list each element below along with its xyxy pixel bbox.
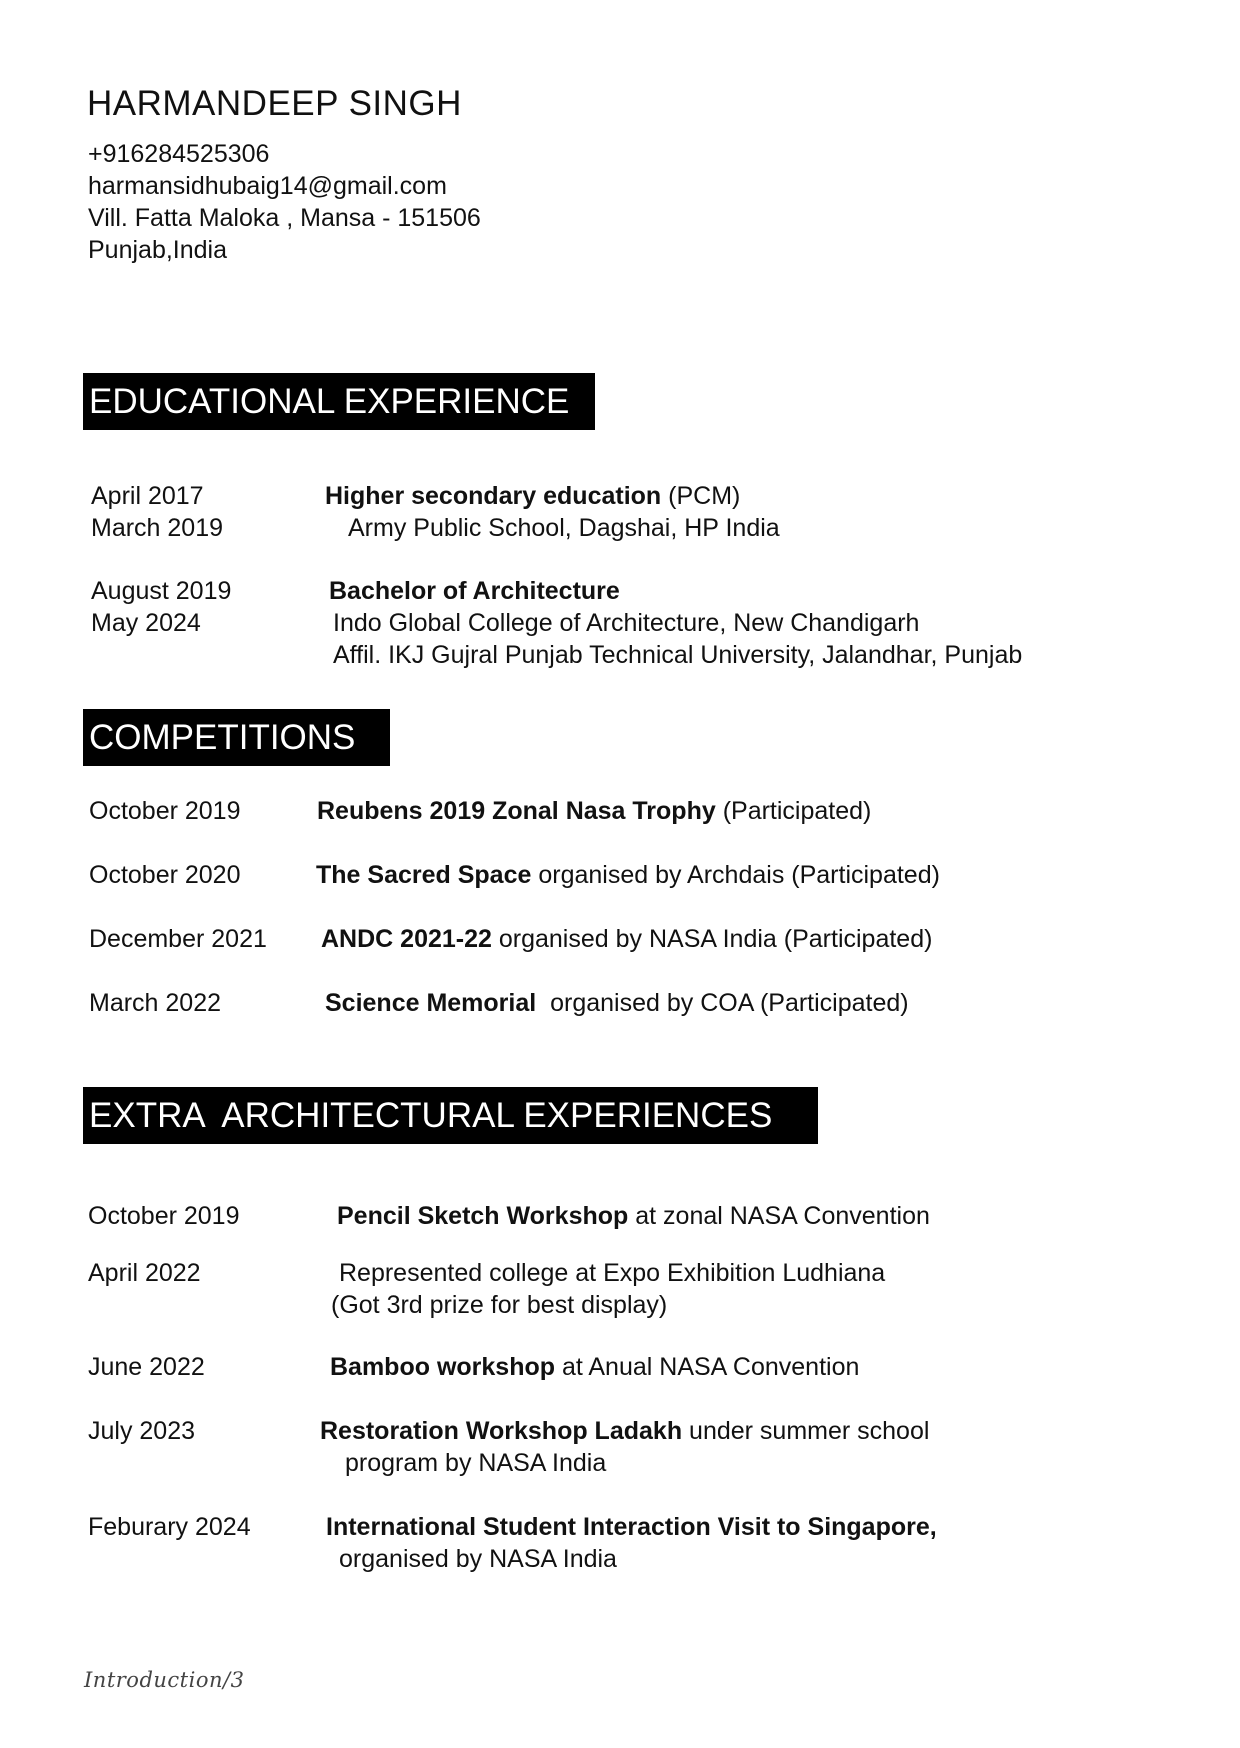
competition-4-bold: Science Memorial bbox=[325, 989, 537, 1017]
extra-2-date: April 2022 bbox=[88, 1259, 201, 1287]
education-2-start-date: August 2019 bbox=[91, 577, 232, 605]
competition-3-bold: ANDC 2021-22 bbox=[321, 925, 492, 953]
education-section-heading: EDUCATIONAL EXPERIENCE bbox=[83, 373, 595, 430]
competition-2-entry bbox=[316, 861, 940, 890]
competition-3-rest: organised by NASA India (Participated) bbox=[491, 925, 933, 953]
address-line-1: Vill. Fatta Maloka , Mansa - 151506 bbox=[88, 204, 481, 232]
phone-number: +916284525306 bbox=[88, 140, 270, 168]
extra-4-rest: under summer school bbox=[682, 1417, 930, 1445]
competition-3-entry bbox=[321, 925, 932, 954]
extra-2-note: (Got 3rd prize for best display) bbox=[331, 1291, 668, 1319]
education-2-title bbox=[329, 577, 620, 606]
competition-1-rest: (Participated) bbox=[715, 797, 872, 825]
education-2-title-bold: Bachelor of Architecture bbox=[329, 577, 620, 605]
extra-3-entry bbox=[330, 1353, 859, 1382]
education-1-start-date: April 2017 bbox=[91, 482, 204, 510]
education-2-affiliation: Affil. IKJ Gujral Punjab Technical University, Jalandhar, Punjab bbox=[333, 641, 1023, 669]
email-address: harmansidhubaig14@gmail.com bbox=[88, 172, 447, 200]
extra-1-entry bbox=[337, 1202, 930, 1231]
extra-1-bold: Pencil Sketch Workshop bbox=[337, 1202, 629, 1230]
extra-4-bold: Restoration Workshop Ladakh bbox=[320, 1417, 683, 1445]
extra-1-date: October 2019 bbox=[88, 1202, 240, 1230]
extra-4-date: July 2023 bbox=[88, 1417, 196, 1445]
page-label: Introduction/3 bbox=[84, 1668, 245, 1692]
extra-5-line2: organised by NASA India bbox=[339, 1545, 617, 1573]
education-1-title bbox=[325, 482, 740, 511]
extra-4-line2: program by NASA India bbox=[345, 1449, 607, 1477]
education-1-institution: Army Public School, Dagshai, HP India bbox=[348, 514, 780, 542]
competition-4-date: March 2022 bbox=[89, 989, 222, 1017]
extra-4-entry bbox=[320, 1417, 929, 1446]
extra-2-entry: Represented college at Expo Exhibition Ludhiana bbox=[339, 1259, 886, 1287]
competition-2-date: October 2020 bbox=[89, 861, 241, 889]
competition-2-bold: The Sacred Space bbox=[316, 861, 532, 889]
competition-4-entry bbox=[325, 989, 909, 1018]
extra-5-bold: International Student Interaction Visit to Singapore, bbox=[326, 1513, 937, 1541]
competition-4-rest: organised by COA (Participated) bbox=[536, 989, 909, 1017]
extra-3-bold: Bamboo workshop bbox=[330, 1353, 556, 1381]
education-2-end-date: May 2024 bbox=[91, 609, 201, 637]
competition-2-rest: organised by Archdais (Participated) bbox=[531, 861, 940, 889]
extra-3-rest: at Anual NASA Convention bbox=[555, 1353, 860, 1381]
candidate-name: HARMANDEEP SINGH bbox=[87, 84, 462, 123]
competition-1-entry bbox=[317, 797, 871, 826]
extra-5-date: Feburary 2024 bbox=[88, 1513, 251, 1541]
extra-1-rest: at zonal NASA Convention bbox=[628, 1202, 930, 1230]
extra-5-entry bbox=[326, 1513, 937, 1542]
competition-1-bold: Reubens 2019 Zonal Nasa Trophy bbox=[317, 797, 716, 825]
education-1-title-rest: (PCM) bbox=[661, 482, 741, 510]
education-2-institution: Indo Global College of Architecture, New Chandigarh bbox=[333, 609, 920, 637]
extra-3-date: June 2022 bbox=[88, 1353, 205, 1381]
education-1-title-bold: Higher secondary education bbox=[325, 482, 662, 510]
competition-3-date: December 2021 bbox=[89, 925, 267, 953]
competitions-section-heading: COMPETITIONS bbox=[83, 709, 390, 766]
extra-experiences-section-heading: EXTRA ARCHITECTURAL EXPERIENCES bbox=[83, 1087, 818, 1144]
address-line-2: Punjab,India bbox=[88, 236, 228, 264]
education-1-end-date: March 2019 bbox=[91, 514, 224, 542]
competition-1-date: October 2019 bbox=[89, 797, 241, 825]
